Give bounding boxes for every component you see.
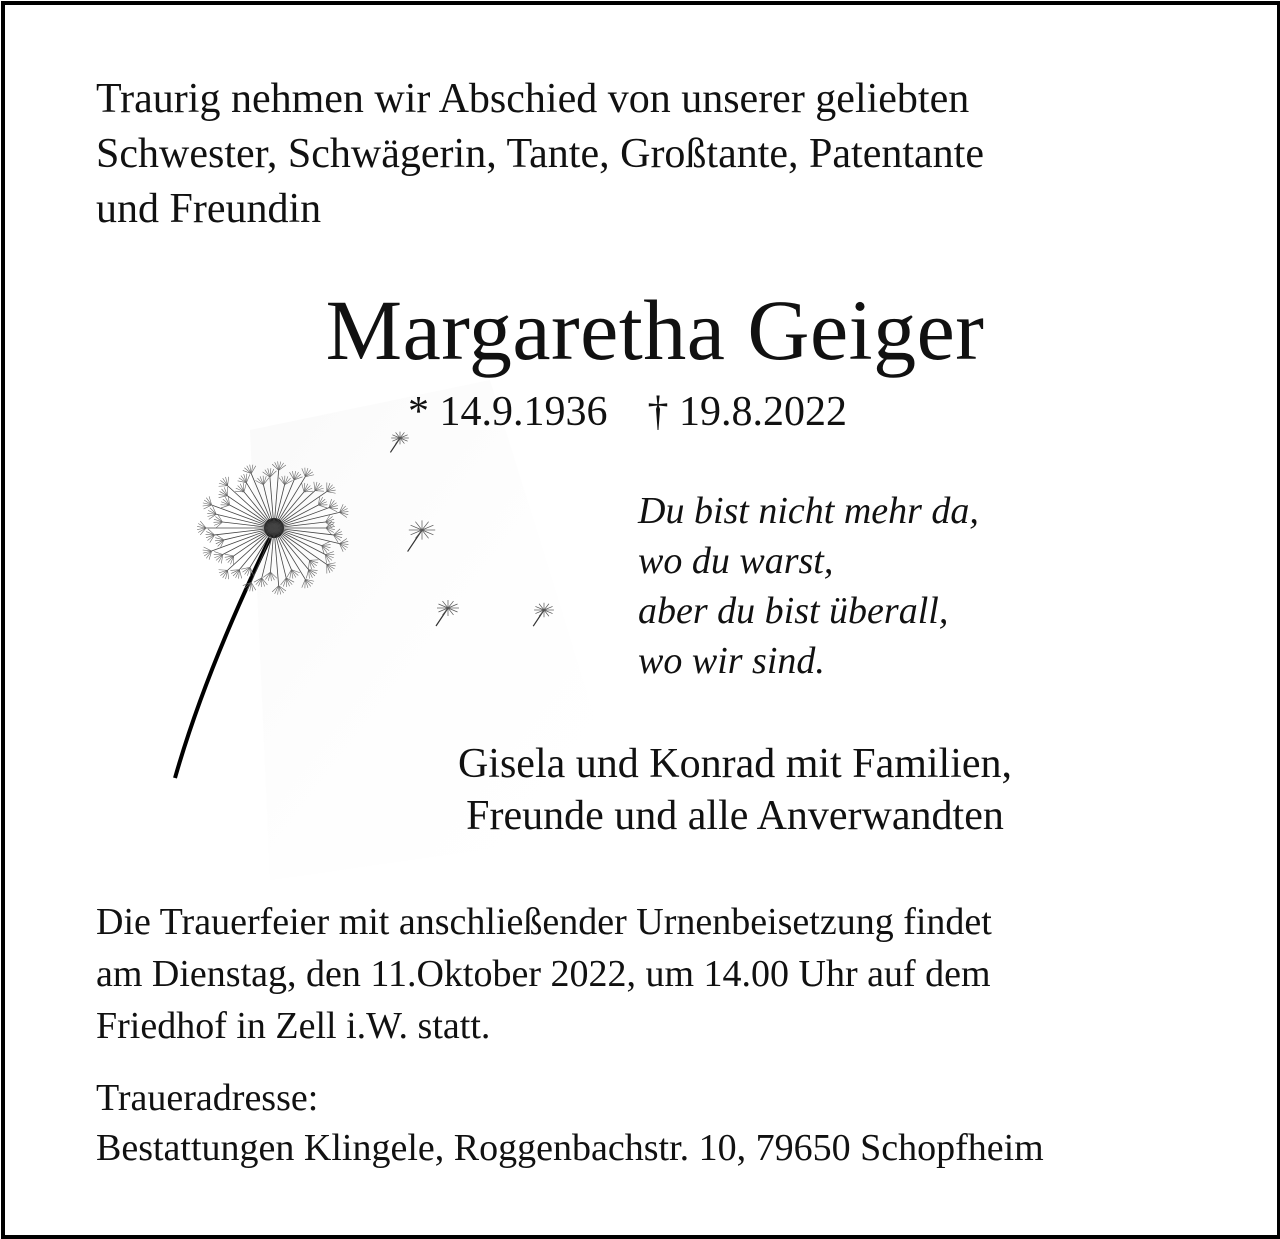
service-line: Friedhof in Zell i.W. statt.: [96, 1005, 491, 1047]
poem-line: aber du bist überall,: [638, 590, 949, 632]
mourners: [400, 738, 1070, 842]
mourners-line: Gisela und Konrad mit Familien,: [457, 741, 1013, 787]
service-line: am Dienstag, den 11.Oktober 2022, um 14.00 Uhr auf dem: [96, 953, 991, 995]
birth-date: * 14.9.1936: [408, 389, 608, 435]
address-value: Bestattungen Klingele, Roggenbachstr. 10, 79650 Schopfheim: [96, 1127, 1044, 1169]
service-info: [96, 896, 1216, 1052]
poem-line: wo wir sind.: [638, 640, 825, 682]
intro-line: Schwester, Schwägerin, Tante, Großtante, Patentante: [96, 131, 984, 177]
service-line: Die Trauerfeier mit anschließender Urnenbeisetzung findet: [96, 901, 992, 943]
intro-line: und Freundin: [96, 186, 322, 232]
intro-line: Traurig nehmen wir Abschied von unserer geliebten: [96, 76, 970, 122]
address-label: Traueradresse:: [96, 1077, 319, 1119]
mourning-address: [96, 1073, 1216, 1173]
death-date: † 19.8.2022: [647, 389, 847, 435]
intro-text: [96, 72, 1196, 237]
deceased-name: Margaretha Geiger: [325, 282, 985, 378]
mourners-line: Freunde und alle Anverwandten: [466, 793, 1004, 839]
poem: [638, 486, 979, 686]
life-dates: [408, 386, 847, 438]
poem-line: Du bist nicht mehr da,: [638, 490, 979, 532]
poem-line: wo du warst,: [638, 540, 834, 582]
